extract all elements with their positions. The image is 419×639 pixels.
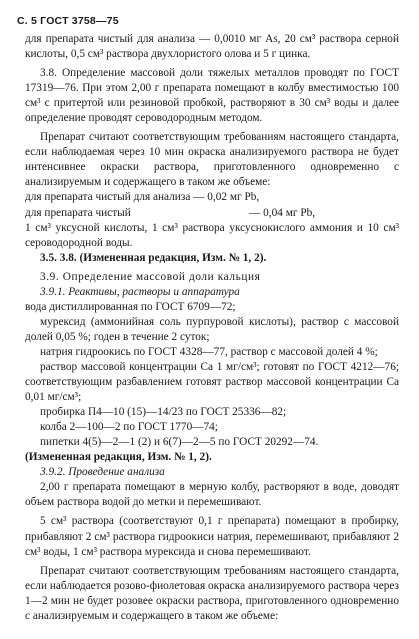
equipment-flask: колба 2—100—2 по ГОСТ 1770—74; bbox=[40, 421, 218, 434]
calcium-criterion: Препарат считают соответствующим требованиям настоящего стандарта, если наблюдается розово-фиолетовая окраска анализируемого раствора через 1—2 мин не будет розовее окраски раствора, приготовленного одновременно с анализируемым и содержащего в таком же объеме: bbox=[25, 564, 399, 622]
analysis-step-1: 2,00 г препарата помещают в мерную колбу, растворяют в воде, доводят объем раствора водой до метки и перемешивают. bbox=[25, 481, 399, 509]
revision-note-2: (Измененная редакция, Изм. № 1, 2). bbox=[25, 451, 212, 464]
heavy-metals-paragraph: 3.8. Определение массовой доли тяжелых металлов проводят по ГОСТ 17319—76. При этом 2,00 г препарата помещают в колбу вместимостью 100 см³ с притертой или резиновой пробкой, растворяют в 30 см³ воды и далее определение проводят сероводородным методом. bbox=[25, 67, 399, 125]
reagent-calcium-solution: раствор массовой концентрации Ca 1 мг/см³; готовят по ГОСТ 4212—76; соответствующим разбавлением готовят раствор массовой концентрации Ca 0,01 мг/см³; bbox=[25, 360, 399, 404]
document-body bbox=[25, 32, 399, 624]
pb-analysis-grade: для препарата чистый для анализа — 0,02 мг Pb, bbox=[25, 191, 260, 204]
calcium-section-title: 3.9. Определение массовой доли кальция bbox=[40, 270, 261, 283]
revision-note-1: 3.5. 3.8. (Измененная редакция, Изм. № 1, 2). bbox=[40, 251, 267, 264]
pb-pure-grade-row bbox=[25, 206, 399, 221]
equipment-pipettes: пипетки 4(5)—2—1 (2) и 6(7)—2—5 по ГОСТ 20292—74. bbox=[40, 436, 319, 449]
arsenic-reference-text: для препарата чистый для анализа — 0,0010 мг As, 20 см³ раствора серной кислоты, 0,5 см³ раствора двухлористого олова и 5 г цинка. bbox=[25, 33, 399, 61]
pb-reagents: 1 см³ уксусной кислоты, 1 см³ раствора уксуснокислого аммония и 10 см³ сероводородной воды. bbox=[25, 221, 399, 249]
heavy-metals-criterion: Препарат считают соответствующим требованиям настоящего стандарта, если наблюдаемая через 10 мин окраска анализируемого раствора не будет интенсивнее окраски раствора, приготовленного одновременно с анализируемым и содержащего в таком же объеме: bbox=[25, 131, 399, 189]
reagent-naoh: натрия гидроокись по ГОСТ 4328—77, раствор с массовой долей 4 %; bbox=[40, 345, 378, 358]
page-header: С. 5 ГОСТ 3758—75 bbox=[17, 15, 119, 27]
analysis-subsection-title: 3.9.2. Проведение анализа bbox=[40, 466, 165, 479]
reagent-water: вода дистиллированная по ГОСТ 6709—72; bbox=[25, 300, 236, 313]
reagents-subsection-title: 3.9.1. Реактивы, растворы и аппаратура bbox=[40, 285, 240, 298]
analysis-step-2: 5 см³ раствора (соответствуют 0,1 г препарата) помещают в пробирку, прибавляют 2 см³ раствора гидроокиси натрия, перемешивают, прибавляют 2 см³ воды, 1 см³ раствора мурексида и снова перемешивают. bbox=[25, 515, 399, 558]
reagent-murexide: мурексид (аммонийная соль пурпуровой кислоты), раствор с массовой долей 0,05 %; годен в течение 2 суток; bbox=[25, 315, 399, 343]
pb-pure-grade-label: для препарата чистый bbox=[25, 206, 131, 219]
equipment-test-tube: пробирка П4—10 (15)—14/23 по ГОСТ 25336—82; bbox=[40, 406, 287, 419]
pb-pure-grade-value: — 0,04 мг Pb, bbox=[249, 206, 316, 219]
